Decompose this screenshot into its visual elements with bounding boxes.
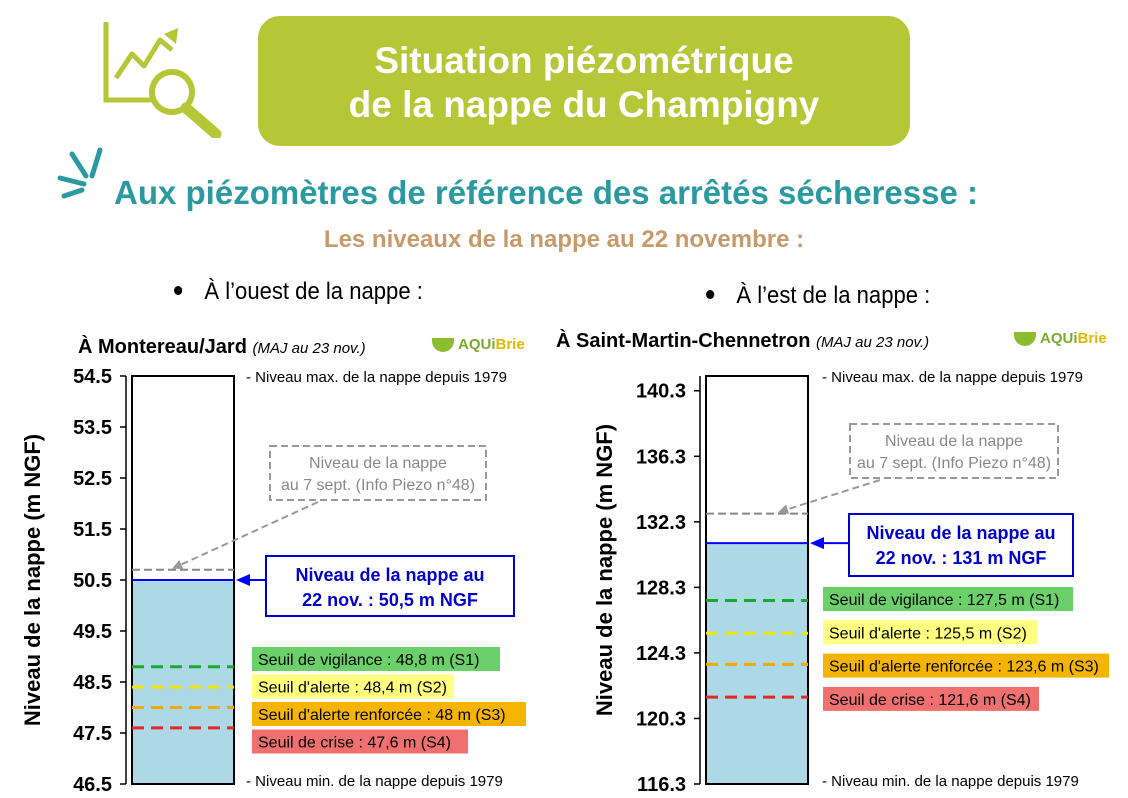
threshold-label-alerte: Seuil d'alerte : 125,5 m (S2)	[829, 625, 1027, 643]
tick-label: 136.3	[635, 446, 686, 469]
tick-label: 52.5	[73, 468, 112, 490]
tick-label: 53.5	[73, 417, 112, 439]
tick-label: 51.5	[73, 519, 112, 541]
threshold-label-alerte_renforcee: Seuil d'alerte renforcée : 48 m (S3)	[258, 707, 506, 724]
page-title-line2: de la nappe du Champigny	[348, 84, 820, 125]
max-label: - Niveau max. de la nappe depuis 1979	[246, 369, 508, 386]
threshold-label-crise: Seuil de crise : 47,6 m (S4)	[258, 734, 451, 752]
current-annotation-line2: 22 nov. : 50,5 m NGF	[302, 590, 478, 610]
tick-label: 54.5	[73, 366, 112, 388]
tick-label: 140.3	[635, 380, 686, 403]
bullet-west-label: À l’ouest de la nappe :	[204, 278, 423, 305]
current-annotation-line1: Niveau de la nappe au	[866, 523, 1056, 543]
tick-label: 120.3	[635, 708, 686, 731]
y-axis-label: Niveau de la nappe (m NGF)	[20, 433, 45, 727]
aquibrie-logo: AQUiBrie	[1014, 330, 1107, 347]
y-axis-label: Niveau de la nappe (m NGF)	[592, 423, 617, 717]
subtitle: Aux piézomètres de référence des arrêtés sécheresse :	[114, 174, 978, 211]
threshold-label-vigilance: Seuil de vigilance : 48,8 m (S1)	[258, 652, 480, 669]
sept-annotation-line1: Niveau de la nappe	[309, 455, 447, 472]
max-label: - Niveau max. de la nappe depuis 1979	[822, 369, 1084, 386]
water-level-fill	[132, 580, 234, 784]
min-label: - Niveau min. de la nappe depuis 1979	[822, 773, 1079, 790]
tick-label: 132.3	[635, 511, 686, 534]
tick-label: 116.3	[637, 774, 686, 796]
tick-label: 128.3	[635, 577, 686, 600]
sept-annotation-line2: au 7 sept. (Info Piezo n°48)	[856, 455, 1052, 472]
maj-east: (MAJ au 23 nov.)	[816, 334, 930, 351]
threshold-label-alerte_renforcee: Seuil d'alerte renforcée : 123,6 m (S3)	[829, 658, 1099, 676]
threshold-label-alerte: Seuil d'alerte : 48,4 m (S2)	[258, 679, 447, 697]
tick-label: 50.5	[73, 570, 112, 592]
sept-annotation-line1: Niveau de la nappe	[885, 433, 1023, 450]
min-label: - Niveau min. de la nappe depuis 1979	[246, 773, 503, 790]
aquibrie-logo: AQUiBrie	[432, 336, 525, 353]
threshold-label-crise: Seuil de crise : 121,6 m (S4)	[829, 691, 1031, 709]
tick-label: 124.3	[635, 642, 686, 665]
tick-label: 46.5	[73, 774, 112, 796]
tick-label: 47.5	[73, 723, 112, 745]
tick-label: 48.5	[73, 672, 112, 694]
tick-label: 49.5	[73, 621, 112, 643]
station-name-east: À Saint-Martin-Chennetron	[556, 330, 811, 352]
sept-arrow	[780, 480, 880, 512]
station-name-west: À Montereau/Jard	[78, 336, 247, 358]
threshold-label-vigilance: Seuil de vigilance : 127,5 m (S1)	[829, 592, 1060, 609]
date-line: Les niveaux de la nappe au 22 novembre :	[323, 226, 805, 253]
current-annotation-line1: Niveau de la nappe au	[295, 565, 485, 585]
bullet-east-label: À l’est de la nappe :	[736, 282, 931, 309]
sept-annotation-line2: au 7 sept. (Info Piezo n°48)	[280, 477, 476, 494]
current-annotation-line2: 22 nov. : 131 m NGF	[875, 548, 1047, 568]
maj-west: (MAJ au 23 nov.)	[252, 340, 366, 357]
page-title-line1: Situation piézométrique	[374, 40, 794, 81]
